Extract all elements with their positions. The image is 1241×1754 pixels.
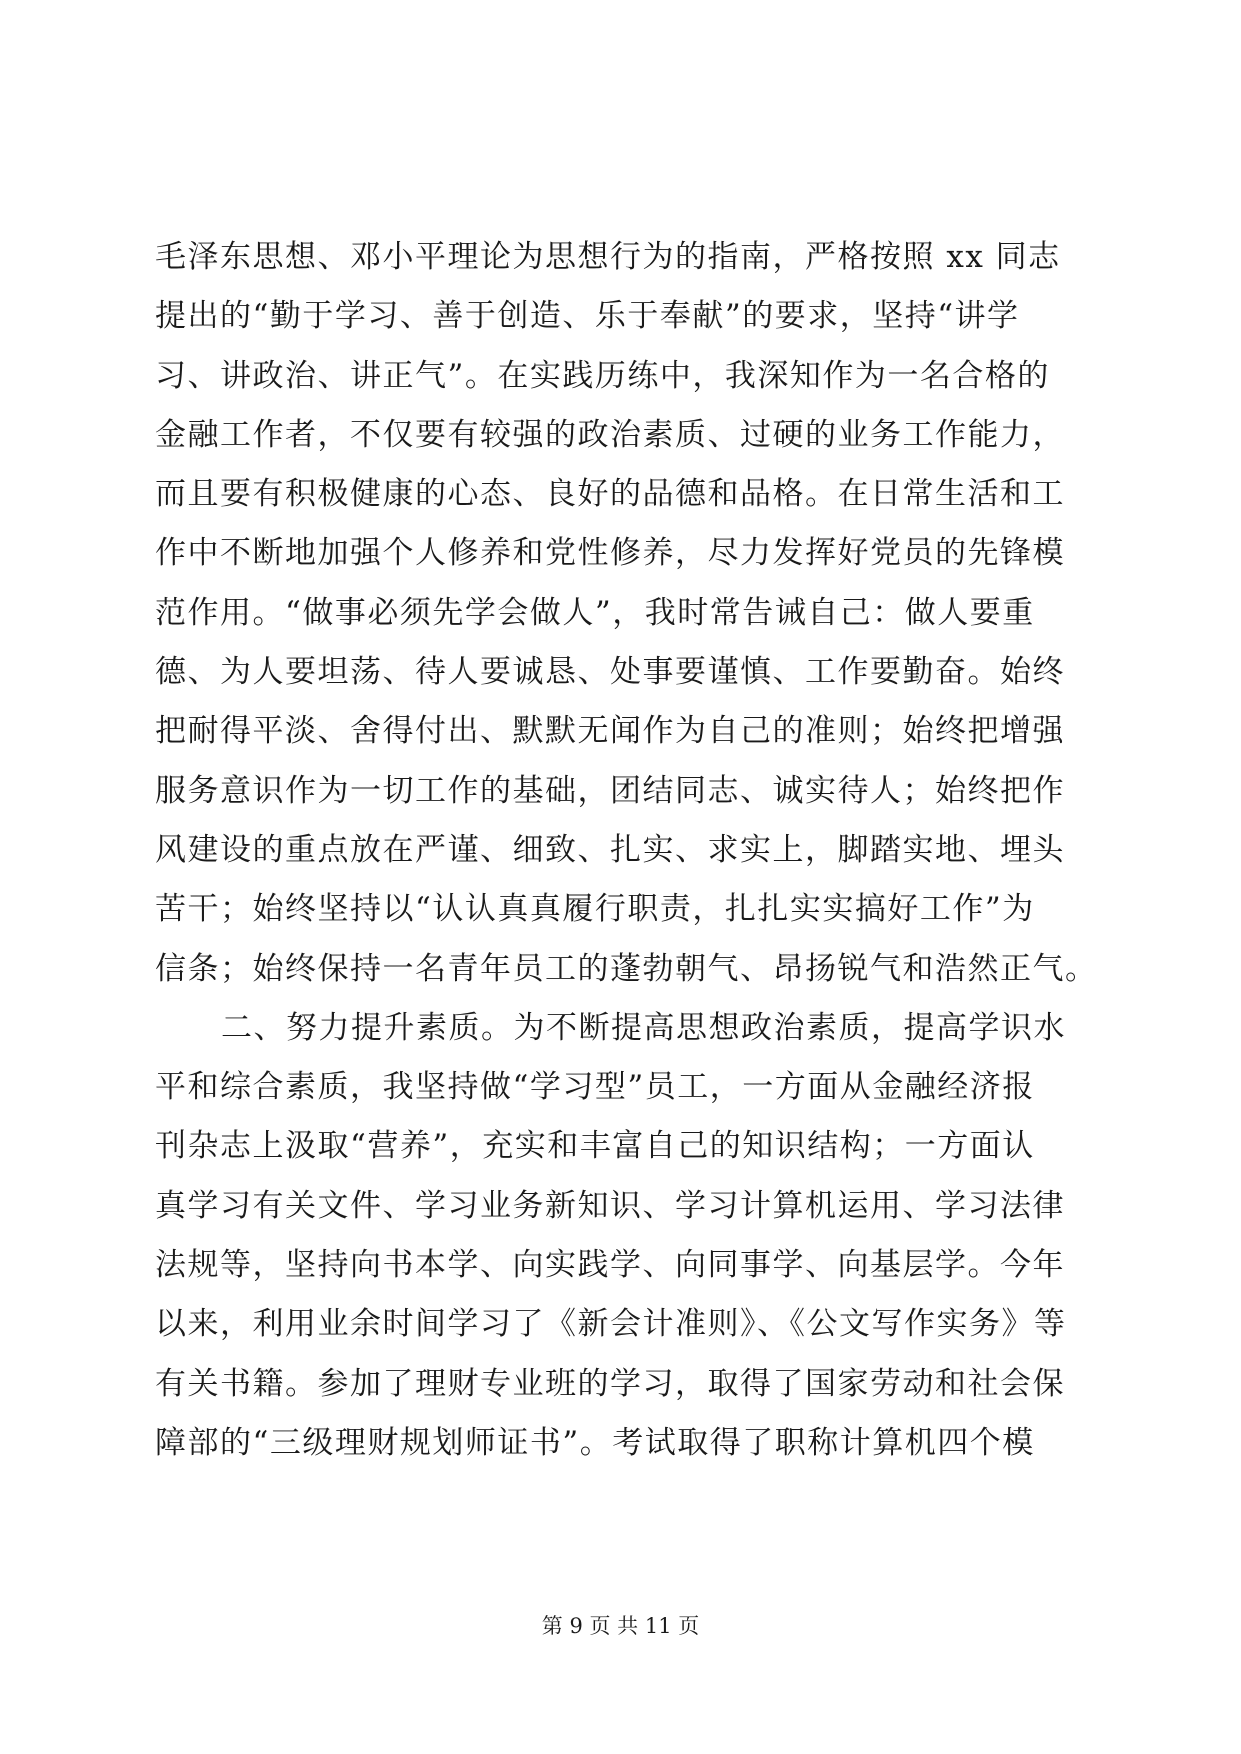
paragraph-heading-line: 二、努力提升素质。为不断提高思想政治素质，提高学识水	[221, 1009, 1066, 1046]
text-line: 金融工作者，不仅要有较强的政治素质、过硬的业务工作能力，	[155, 416, 1065, 453]
text-line: 法规等，坚持向书本学、向实践学、向同事学、向基层学。今年	[155, 1247, 1065, 1284]
text-line: 服务意识作为一切工作的基础，团结同志、诚实待人；始终把作	[155, 772, 1065, 809]
text-line: 风建设的重点放在严谨、细致、扎实、求实上，脚踏实地、埋头	[155, 831, 1065, 868]
body-text	[155, 228, 1098, 1473]
text-line: 刊杂志上汲取“营养”，充实和丰富自己的知识结构；一方面认	[155, 1128, 1035, 1165]
text-line: 平和综合素质，我坚持做“学习型”员工，一方面从金融经济报	[155, 1069, 1035, 1106]
text-line: 德、为人要坦荡、待人要诚恳、处事要谨慎、工作要勤奋。始终	[155, 654, 1065, 691]
text-line: 有关书籍。参加了理财专业班的学习，取得了国家劳动和社会保	[155, 1365, 1065, 1402]
text-line: 习、讲政治、讲正气”。在实践历练中，我深知作为一名合格的	[155, 357, 1050, 394]
text-line: 提出的“勤于学习、善于创造、乐于奉献”的要求，坚持“讲学	[155, 298, 1020, 335]
text-line: 以来，利用业余时间学习了《新会计准则》、《公文写作实务》等	[155, 1306, 1067, 1343]
text-line: 作中不断地加强个人修养和党性修养，尽力发挥好党员的先锋模	[155, 535, 1065, 572]
page-number-footer: 第 9 页 共 11 页	[541, 1614, 700, 1638]
text-line: 障部的“三级理财规划师证书”。考试取得了职称计算机四个模	[155, 1424, 1035, 1461]
text-line: 而且要有积极健康的心态、良好的品德和品格。在日常生活和工	[155, 476, 1065, 513]
text-line: 信条；始终保持一名青年员工的蓬勃朝气、昂扬锐气和浩然正气。	[155, 950, 1098, 987]
text-line: 把耐得平淡、舍得付出、默默无闻作为自己的准则；始终把增强	[155, 713, 1065, 750]
text-line: 毛泽东思想、邓小平理论为思想行为的指南，严格按照 xx 同志	[155, 239, 1061, 275]
text-line: 苦干；始终坚持以“认认真真履行职责，扎扎实实搞好工作”为	[155, 891, 1035, 928]
text-line: 范作用。“做事必须先学会做人”，我时常告诫自己：做人要重	[155, 594, 1035, 631]
text-line: 真学习有关文件、学习业务新知识、学习计算机运用、学习法律	[155, 1187, 1065, 1224]
